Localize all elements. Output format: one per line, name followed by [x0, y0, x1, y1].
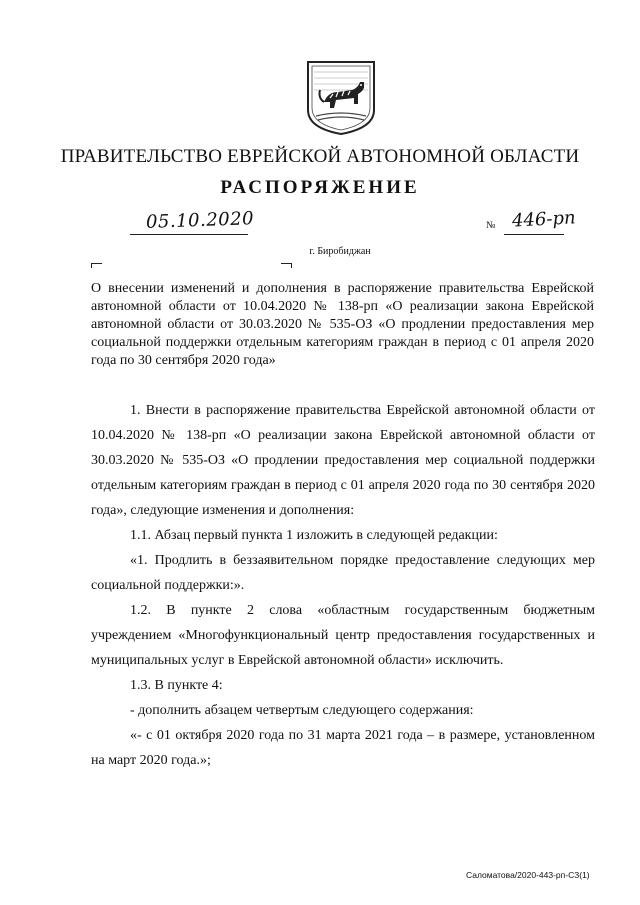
- paragraph-1-3-add: - дополнить абзацем четвертым следующего содержания:: [130, 703, 474, 718]
- paragraph-1-3-quote: «- с 01 октября 2020 года по 31 марта 2021 года – в размере, установленном на март 2020 года.»;: [91, 728, 595, 768]
- subject-corner-left: [91, 263, 102, 268]
- subject-corner-right: [281, 263, 292, 268]
- coat-of-arms-tiger-icon: [304, 58, 378, 136]
- document-date: 05.10.2020: [145, 208, 255, 233]
- document-subject: О внесении изменений и дополнения в распоряжение правительства Еврейской автономной области от 10.04.2020 № 138-рп «О реализации закона Еврейской автономной области от 30.03.2020 № 535-ОЗ «О продлении предоставления мер социальной поддержки отдельным категориям граждан в период с 01 апреля 2020 года по 30 сентября 2020 года»: [91, 281, 594, 368]
- paragraph-1-1-quote: «1. Продлить в беззаявительном порядке предоставление следующих мер социальной поддержки:».: [91, 553, 595, 593]
- paragraph-1: 1. Внести в распоряжение правительства Еврейской автономной области от 10.04.2020 № 138-рп «О реализации закона Еврейской автономной области от 30.03.2020 № 535-ОЗ «О продлении предоставления мер социальной поддержки отдельным категориям граждан в период с 01 апреля 2020 года по 30 сентября 2020 года», следующие изменения и дополнения:: [91, 403, 595, 518]
- document-number: 446-рп: [511, 207, 577, 232]
- paragraph-1-2: 1.2. В пункте 2 слова «областным государственным бюджетным учреждением «Многофункциональный центр предоставления государственных и муниципальных услуг в Еврейской автономной области» исключить.: [91, 603, 595, 668]
- document-body: [91, 398, 595, 773]
- government-title: ПРАВИТЕЛЬСТВО ЕВРЕЙСКОЙ АВТОНОМНОЙ ОБЛАСТИ: [60, 146, 580, 167]
- number-label: №: [486, 220, 496, 231]
- footer-reference: Саломатова/2020-443-рп-СЗ(1): [466, 870, 590, 880]
- document-type: РАСПОРЯЖЕНИЕ: [220, 177, 420, 198]
- paragraph-1-3: 1.3. В пункте 4:: [130, 678, 223, 693]
- paragraph-1-1: 1.1. Абзац первый пункта 1 изложить в следующей редакции:: [130, 528, 498, 543]
- city: г. Биробиджан: [309, 246, 371, 257]
